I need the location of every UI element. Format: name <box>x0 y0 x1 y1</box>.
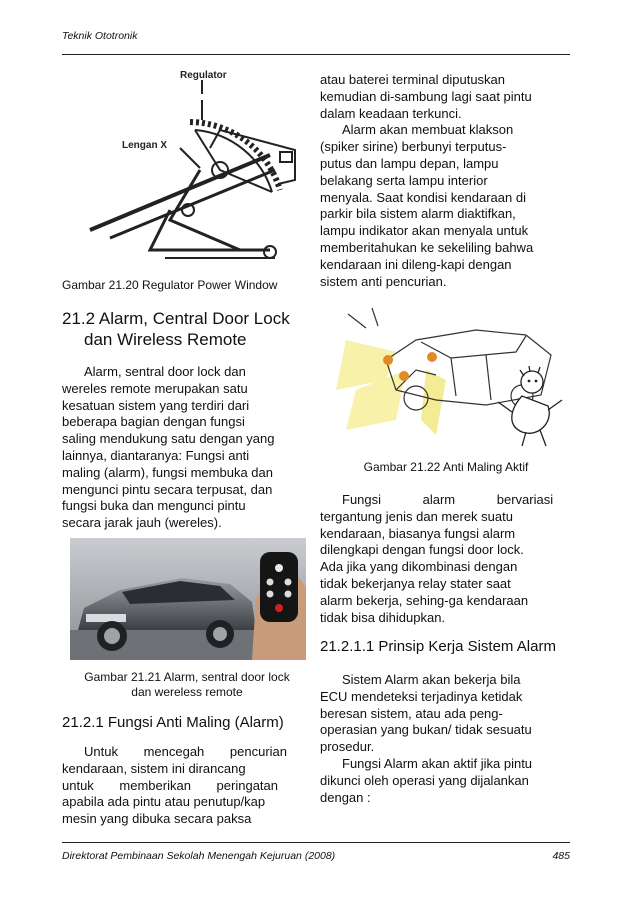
text-line: kesatuan sistem yang terdiri dari <box>62 397 250 413</box>
text-line: untuk memberikan peringatan <box>62 777 278 793</box>
text-line: tergantung jenis dan merek suatu <box>320 508 513 524</box>
paragraph-right-mid <box>320 492 566 626</box>
text-line: operasian yang bukan/ tidak sesuatu <box>320 722 532 738</box>
header-rule <box>62 54 570 55</box>
text-line: Fungsi Alarm akan aktif jika pintu <box>342 755 533 771</box>
text-line: Alarm, sentral door lock dan <box>84 364 246 379</box>
text-line: prosedur. <box>320 739 375 755</box>
text-line: kendaraan, sistem ini dirancang <box>62 760 246 776</box>
section-title-line-2: dan Wireless Remote <box>84 330 247 349</box>
text-line: ECU mendeteksi terjadinya ketidak <box>320 688 523 704</box>
footer-publisher: Direktorat Pembinaan Sekolah Menengah Kejuruan (2008) <box>62 850 336 862</box>
paragraph-21-2-1 <box>62 744 308 828</box>
text-line: mengunci pintu secara terpusat, dan <box>62 481 273 497</box>
text-line: apabila ada pintu atau penutup/kap <box>62 794 266 810</box>
label-regulator: Regulator <box>180 70 227 81</box>
text-line: kendaraan, biasanya fungsi alarm <box>320 525 516 541</box>
running-title: Teknik Ototronik <box>62 30 138 42</box>
footer-rule <box>62 842 570 843</box>
text-line: putus dan lampu depan, lampu <box>320 155 499 171</box>
paragraph-21-2 <box>62 364 308 532</box>
text-line: tidak bisa dihidupkan. <box>320 609 446 625</box>
text-line: Fungsi alarm bervariasi <box>342 492 554 507</box>
text-line: parkir bila sistem alarm diaktifkan, <box>320 206 516 222</box>
text-line: tidak bekerjanya relay stater saat <box>320 575 511 591</box>
text-line: Sistem Alarm akan bekerja bila <box>342 672 521 687</box>
section-title-21-2-1-1: 21.2.1.1 Prinsip Kerja Sistem Alarm <box>320 638 556 655</box>
text-line: maling (alarm), fungsi membuka dan <box>62 464 273 480</box>
text-line: lampu indikator akan menyala untuk <box>320 223 529 239</box>
label-lengan-x: Lengan X <box>122 140 168 151</box>
text-line: saling mendukung satu dengan yang <box>62 431 275 447</box>
text-line: Untuk mencegah pencurian <box>84 744 287 759</box>
text-line: (spiker sirine) berbunyi terputus- <box>320 139 507 155</box>
text-line: mesin yang dibuka secara paksa <box>62 811 252 827</box>
car-remote-image <box>70 538 306 660</box>
text-line: memberitahukan ke sekeliling bahwa <box>320 239 534 255</box>
text-line: beberapa bagian dengan fungsi <box>62 414 245 430</box>
text-line: Ada jika yang dikombinasi dengan <box>320 559 518 575</box>
text-line: belakang serta lampu interior <box>320 172 488 188</box>
regulator-drawing <box>70 60 306 270</box>
text-line: dilengkapi dengan fungsi door lock. <box>320 542 524 558</box>
paragraph-right-top <box>320 72 566 290</box>
text-line: dengan : <box>320 789 371 805</box>
text-line: fungsi buka dan mengunci pintu <box>62 498 246 514</box>
text-line: lainnya, diantaranya: Fungsi anti <box>62 447 250 463</box>
car-remote-photo <box>70 538 306 660</box>
figure-caption-21-22: Gambar 21.22 Anti Maling Aktif <box>363 460 529 474</box>
section-title-line-1: 21.2 Alarm, Central Door Lock <box>62 309 290 328</box>
text-line: atau baterei terminal diputuskan <box>320 72 506 87</box>
caption-line-2: dan wereless remote <box>131 685 243 699</box>
text-line: kemudian di-sambung lagi saat pintu <box>320 88 532 104</box>
text-line: kendaraan ini dileng-kapi dengan <box>320 256 512 272</box>
figure-caption-21-21 <box>62 670 312 700</box>
section-title-21-2-1: 21.2.1 Fungsi Anti Maling (Alarm) <box>62 714 284 731</box>
figure-caption-21-20: Gambar 21.20 Regulator Power Window <box>62 278 278 292</box>
text-line: alarm bekerja, sehing-ga kendaraan <box>320 592 529 608</box>
text-line: menyala. Saat kondisi kendaraan di <box>320 189 526 205</box>
anti-theft-illustration <box>326 300 566 448</box>
anti-theft-drawing <box>326 300 566 448</box>
text-line: Alarm akan membuat klakson <box>342 122 514 138</box>
caption-line-1: Gambar 21.21 Alarm, sentral door lock <box>84 670 290 684</box>
section-title-21-2 <box>62 308 312 350</box>
text-line: sistem anti pencurian. <box>320 273 447 289</box>
text-line: beresan sistem, atau ada peng- <box>320 705 503 721</box>
text-line: secara jarak jauh (wereles). <box>62 515 222 531</box>
text-line: wereles remote merupakan satu <box>62 380 248 396</box>
text-line: dalam keadaan terkunci. <box>320 105 462 121</box>
page-number: 485 <box>552 850 570 862</box>
paragraph-21-2-1-1 <box>320 672 566 806</box>
text-line: dikunci oleh operasi yang dijalankan <box>320 772 529 788</box>
regulator-figure <box>70 60 306 270</box>
